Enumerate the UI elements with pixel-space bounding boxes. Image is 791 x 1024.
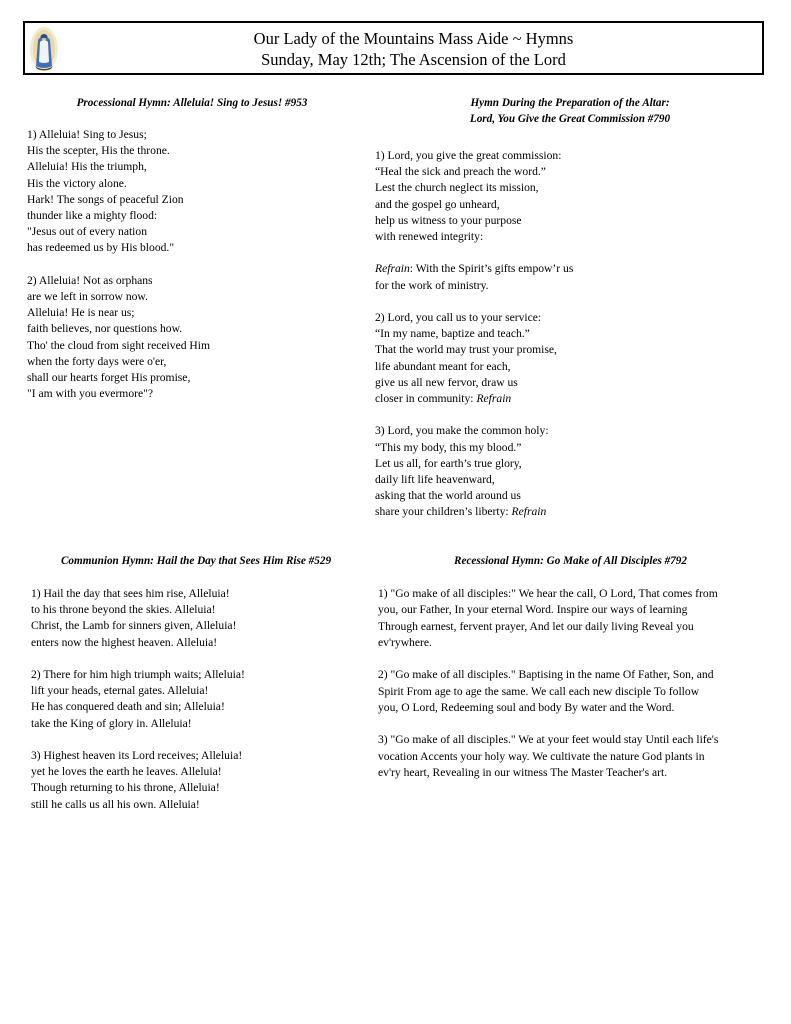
processional-title: Processional Hymn: Alleluia! Sing to Jesus! #953 (76, 97, 308, 109)
verse-line: 2) Alleluia! Not as orphans (27, 273, 153, 287)
verse-line: 2) "Go make of all disciples." Baptising in the name Of Father, Son, and (378, 668, 714, 682)
communion-verse-3 (31, 748, 361, 813)
verse-line: His the scepter, His the throne. (27, 144, 170, 158)
verse-line: asking that the world around us (375, 489, 521, 503)
verse-line: 3) Highest heaven its Lord receives; Alleluia! (31, 749, 243, 762)
verse-line: That the world may trust your promise, (375, 343, 557, 357)
refrain-line (375, 261, 765, 277)
verse-line: help us witness to your purpose (375, 213, 522, 227)
verse-line: take the King of glory in. Alleluia! (31, 716, 192, 730)
verse-line: life abundant meant for each, (375, 359, 511, 373)
recessional-verse-1 (378, 586, 763, 651)
verse-line: when the forty days were o'er, (27, 354, 167, 368)
page-subtitle: Sunday, May 12th; The Ascension of the Lord (261, 50, 566, 69)
preparation-verse-3 (375, 423, 765, 520)
verse-line: 1) "Go make of all disciples:" We hear the call, O Lord, That comes from (378, 587, 718, 600)
preparation-verse-2 (375, 310, 765, 407)
verse-line: still he calls us all his own. Alleluia! (31, 797, 200, 811)
verse-line: ev'ry heart, Revealing in our witness The Master Teacher's art. (378, 766, 668, 780)
verse-line: 2) Lord, you call us to your service: (375, 311, 542, 324)
communion-hymn (31, 553, 361, 829)
verse-line: Tho' the cloud from sight received Him (27, 338, 211, 352)
verse-line: 3) "Go make of all disciples." We at your feet would stay Until each life's (378, 733, 719, 747)
preparation-title (375, 95, 765, 127)
preparation-hymn (375, 95, 765, 537)
page-title: Our Lady of the Mountains Mass Aide ~ Hymns (253, 29, 574, 48)
verse-line: to his throne beyond the skies. Alleluia! (31, 603, 216, 617)
verse-line: Alleluia! He is near us; (27, 306, 135, 320)
verse-line: Let us all, for earth’s true glory, (375, 456, 522, 470)
header-text (65, 28, 762, 70)
verse-line: "Jesus out of every nation (27, 225, 148, 239)
preparation-refrain (375, 261, 765, 293)
verse-line: you, O Lord, Redeeming soul and body By water and the Word. (378, 700, 675, 714)
verse-line: thunder like a mighty flood: (27, 209, 158, 223)
verse-line: His the victory alone. (27, 176, 127, 190)
verse-line: vocation Accents your holy way. We cultivate the nature God plants in (378, 749, 705, 763)
verse-line: “This my body, this my blood.” (375, 440, 522, 454)
verse-line: "I am with you evermore"? (27, 387, 154, 401)
verse-line: daily lift life heavenward, (375, 473, 495, 487)
processional-verse-1 (27, 127, 357, 257)
verse-line: shall our hearts forget His promise, (27, 371, 191, 385)
refrain-label: Refrain (375, 262, 410, 276)
header-box (23, 21, 764, 75)
communion-title: Communion Hymn: Hail the Day that Sees Him Rise #529 (60, 555, 332, 567)
verse-line: “In my name, baptize and teach.” (375, 327, 530, 341)
verse-line: and the gospel go unheard, (375, 197, 500, 211)
verse-line: Through earnest, fervent prayer, And let our daily living Reveal you (378, 619, 694, 633)
verse-line: Lest the church neglect its mission, (375, 181, 539, 195)
refrain-cue: Refrain (511, 505, 547, 519)
verse-line: enters now the highest heaven. Alleluia! (31, 635, 218, 649)
refrain-cue: Refrain (476, 392, 512, 406)
verse-line: has redeemed us by His blood." (27, 241, 175, 255)
verse-line: 2) There for him high triumph waits; Alleluia! (31, 668, 245, 681)
verse-line: give us all new fervor, draw us (375, 375, 518, 389)
verse-line: 1) Lord, you give the great commission: (375, 149, 562, 162)
verse-line-text: closer in community: (375, 392, 477, 406)
verse-line-text: share your children’s liberty: (375, 505, 512, 519)
recessional-hymn (378, 553, 763, 798)
refrain-text: : With the Spirit’s gifts empow’r us (409, 262, 574, 276)
verse-line: you, our Father, In your eternal Word. Inspire our ways of learning (378, 603, 688, 617)
verse-line: lift your heads, eternal gates. Alleluia! (31, 684, 209, 698)
preparation-title-line-1: Hymn During the Preparation of the Altar: (470, 97, 670, 109)
recessional-verse-3 (378, 732, 763, 781)
verse-line: with renewed integrity: (375, 230, 484, 244)
verse-line: “Heal the sick and preach the word.” (375, 165, 546, 179)
preparation-title-line-2: Lord, You Give the Great Commission #790 (469, 113, 671, 125)
verse-line: 3) Lord, you make the common holy: (375, 424, 549, 438)
verse-line: Though returning to his throne, Alleluia! (31, 781, 220, 795)
processional-verse-2 (27, 273, 357, 403)
verse-line (375, 391, 765, 407)
verse-line: faith believes, nor questions how. (27, 322, 183, 336)
verse-line: yet he loves the earth he leaves. Alleluia! (31, 765, 222, 779)
recessional-title: Recessional Hymn: Go Make of All Disciples #792 (454, 555, 687, 567)
verse-line: Alleluia! His the triumph, (27, 160, 147, 174)
verse-line: 1) Alleluia! Sing to Jesus; (27, 128, 147, 141)
refrain-line: for the work of ministry. (375, 278, 489, 292)
verse-line: Spirit From age to age the same. We call each new disciple To follow (378, 684, 700, 698)
verse-line: 1) Hail the day that sees him rise, Alleluia! (31, 587, 230, 600)
communion-verse-1 (31, 586, 361, 651)
verse-line: are we left in sorrow now. (27, 290, 148, 304)
verse-line: He has conquered death and sin; Alleluia! (31, 700, 225, 714)
verse-line: ev'rywhere. (378, 635, 432, 649)
preparation-verse-1 (375, 148, 765, 245)
verse-line: Hark! The songs of peaceful Zion (27, 192, 184, 206)
madonna-image-icon (29, 26, 59, 72)
recessional-verse-2 (378, 667, 763, 716)
verse-line (375, 504, 765, 520)
verse-line: Christ, the Lamb for sinners given, Alleluia! (31, 619, 237, 633)
communion-verse-2 (31, 667, 361, 732)
processional-hymn (27, 95, 357, 419)
